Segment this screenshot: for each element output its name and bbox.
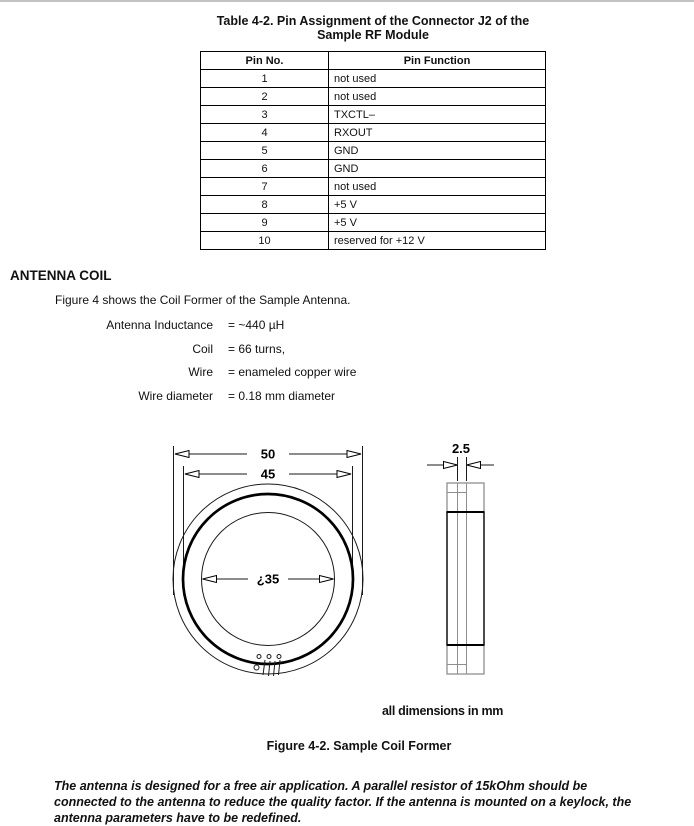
pin-no-cell: 7 <box>201 178 329 196</box>
pin-no-cell: 1 <box>201 70 329 88</box>
dim-label-35: ¿35 <box>256 571 280 587</box>
spec-value: = 0.18 mm diameter <box>228 388 336 403</box>
spec-row <box>0 386 500 410</box>
table-row <box>201 70 546 88</box>
coil-side-view <box>427 441 494 674</box>
spec-label: Antenna Inductance <box>106 318 213 332</box>
table-row <box>201 196 546 214</box>
table-row <box>201 178 546 196</box>
spec-value: = ~440 µH <box>228 318 285 332</box>
pin-function-cell: TXCTL– <box>329 106 546 124</box>
section-intro-text: Figure 4 shows the Coil Former of the Sample Antenna. <box>55 293 351 307</box>
dimension-50 <box>175 447 361 462</box>
spec-row <box>0 315 500 339</box>
pin-function-cell: not used <box>329 70 546 88</box>
dim-label-45: 45 <box>260 466 276 482</box>
table-row <box>201 124 546 142</box>
spec-row <box>0 339 500 363</box>
table-row <box>201 214 546 232</box>
pin-no-cell: 5 <box>201 142 329 160</box>
dimension-35 <box>203 572 334 587</box>
coil-front-view <box>173 446 363 676</box>
table-row <box>201 88 546 106</box>
pin-no-cell: 4 <box>201 124 329 142</box>
table-row <box>201 160 546 178</box>
pin-no-cell: 9 <box>201 214 329 232</box>
note-line: connected to the antenna to reduce the quality factor. If the antenna is mounted on a keylock, the <box>54 795 632 809</box>
antenna-specs-list <box>0 315 500 409</box>
dimension-45 <box>185 467 351 482</box>
spec-row <box>0 362 500 386</box>
pin-no-cell: 10 <box>201 232 329 250</box>
table-title-line2: Sample RF Module <box>317 27 429 42</box>
units-note: all dimensions in mm <box>382 704 504 718</box>
table-row <box>201 142 546 160</box>
table-title <box>160 15 586 42</box>
pin-function-cell: not used <box>329 178 546 196</box>
coil-former-drawing <box>0 422 694 692</box>
pin-function-cell: reserved for +12 V <box>329 232 546 250</box>
dim-label-50: 50 <box>260 446 276 462</box>
pin-function-cell: GND <box>329 160 546 178</box>
spec-value: = 66 turns, <box>228 341 286 356</box>
pin-function-cell: RXOUT <box>329 124 546 142</box>
pin-assignment-table <box>200 51 546 250</box>
figure-caption: Figure 4-2. Sample Coil Former <box>266 739 452 753</box>
pin-function-cell: not used <box>329 88 546 106</box>
pin-function-cell: GND <box>329 142 546 160</box>
pin-no-cell: 3 <box>201 106 329 124</box>
spec-label: Coil <box>192 341 213 356</box>
pin-no-cell: 2 <box>201 88 329 106</box>
table-row <box>201 232 546 250</box>
pin-no-cell: 8 <box>201 196 329 214</box>
col-header-pin-no: Pin No. <box>201 52 329 70</box>
spec-value: = enameled copper wire <box>228 365 357 379</box>
pin-function-cell: +5 V <box>329 196 546 214</box>
col-header-pin-function: Pin Function <box>329 52 546 70</box>
pin-function-cell: +5 V <box>329 214 546 232</box>
dimension-2-5 <box>427 441 494 481</box>
pin-no-cell: 6 <box>201 160 329 178</box>
note-line: antenna parameters have to be redefined. <box>54 811 302 825</box>
application-note <box>54 778 684 826</box>
side-cross-section <box>447 483 484 674</box>
note-line: The antenna is designed for a free air application. A parallel resistor of 15kOhm should be <box>54 779 588 793</box>
spec-label: Wire diameter <box>138 388 213 403</box>
section-heading: ANTENNA COIL <box>10 268 112 283</box>
table-row <box>201 106 546 124</box>
spec-label: Wire <box>188 365 213 379</box>
dim-label-2-5: 2.5 <box>451 441 471 456</box>
table-header-row <box>201 52 546 70</box>
table-title-line1: Table 4-2. Pin Assignment of the Connector J2 of the <box>216 14 530 28</box>
